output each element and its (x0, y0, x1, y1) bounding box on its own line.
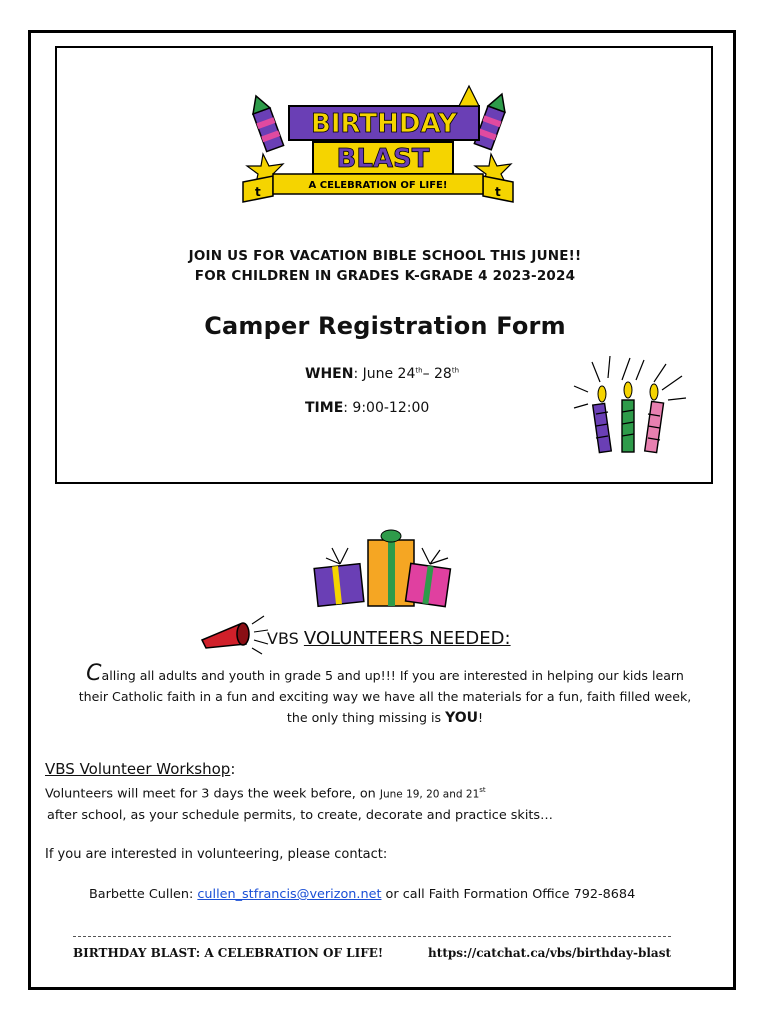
workshop-title-text: VBS Volunteer Workshop (45, 760, 231, 778)
contact-phone: or call Faith Formation Office 792-8684 (381, 887, 636, 902)
footer (73, 946, 671, 960)
join-announcement (0, 246, 770, 286)
time-value: : 9:00-12:00 (343, 400, 430, 416)
time-row (305, 400, 429, 416)
volunteers-needed-title: VOLUNTEERS NEEDED: (303, 628, 511, 649)
para-end: ! (478, 710, 484, 725)
workshop-line-2: after school, as your schedule permits, to create, decorate and practice skits… (47, 808, 553, 823)
para-line-3-text: the only thing missing is (286, 710, 446, 725)
workshop-line-1-text: Volunteers will meet for 3 days the week before, on (45, 786, 380, 802)
when-sup-a: th (415, 366, 423, 375)
candles-illustration (570, 352, 690, 458)
birthday-blast-logo (233, 84, 523, 214)
logo-title-1: BIRTHDAY (311, 109, 457, 139)
megaphone-icon (196, 610, 272, 656)
when-sup-b: th (451, 366, 460, 375)
para-line-2: their Catholic faith in a fun and exciting way we have all the materials for a fun, faith filled week, (78, 689, 692, 704)
volunteers-prefix: VBS (267, 629, 304, 648)
when-value-a: : June 24 (353, 366, 416, 382)
page-title: Camper Registration Form (204, 312, 566, 340)
workshop-dates-sup: st (479, 786, 486, 794)
join-line-2: FOR CHILDREN IN GRADES K-GRADE 4 2023-2024 (194, 268, 576, 284)
when-value-b: – 28 (422, 366, 452, 382)
time-label: TIME (305, 400, 344, 416)
gifts-illustration (312, 526, 458, 612)
dropcap: C (86, 661, 102, 686)
workshop-colon: : (230, 760, 236, 778)
contact-line (89, 887, 635, 902)
workshop-title (45, 760, 235, 778)
when-label: WHEN (305, 366, 354, 382)
footer-url: https://catchat.ca/vbs/birthday-blast (428, 946, 671, 960)
para-you: YOU (445, 710, 478, 726)
logo-title-2: BLAST (336, 144, 430, 174)
workshop-line-1 (45, 786, 486, 801)
para-line-3 (40, 707, 730, 729)
volunteer-paragraph (40, 663, 730, 729)
when-row (305, 366, 459, 382)
svg-text:t: t (255, 185, 261, 199)
svg-text:t: t (495, 185, 501, 199)
volunteers-heading (267, 628, 511, 649)
email-link[interactable]: cullen_stfrancis@verizon.net (197, 887, 382, 902)
contact-prompt: If you are interested in volunteering, please contact: (45, 847, 388, 862)
workshop-dates: June 19, 20 and 21 (379, 788, 480, 801)
para-line-1 (40, 663, 730, 686)
footer-divider (73, 936, 671, 937)
para-line-1-text: alling all adults and youth in grade 5 and up!!! If you are interested in helping our kids learn (101, 668, 684, 683)
logo-banner: A CELEBRATION OF LIFE! (308, 180, 448, 191)
join-line-1: JOIN US FOR VACATION BIBLE SCHOOL THIS JUNE!! (188, 248, 582, 264)
footer-title: BIRTHDAY BLAST: A CELEBRATION OF LIFE! (73, 946, 384, 960)
contact-name: Barbette Cullen: (89, 887, 198, 902)
